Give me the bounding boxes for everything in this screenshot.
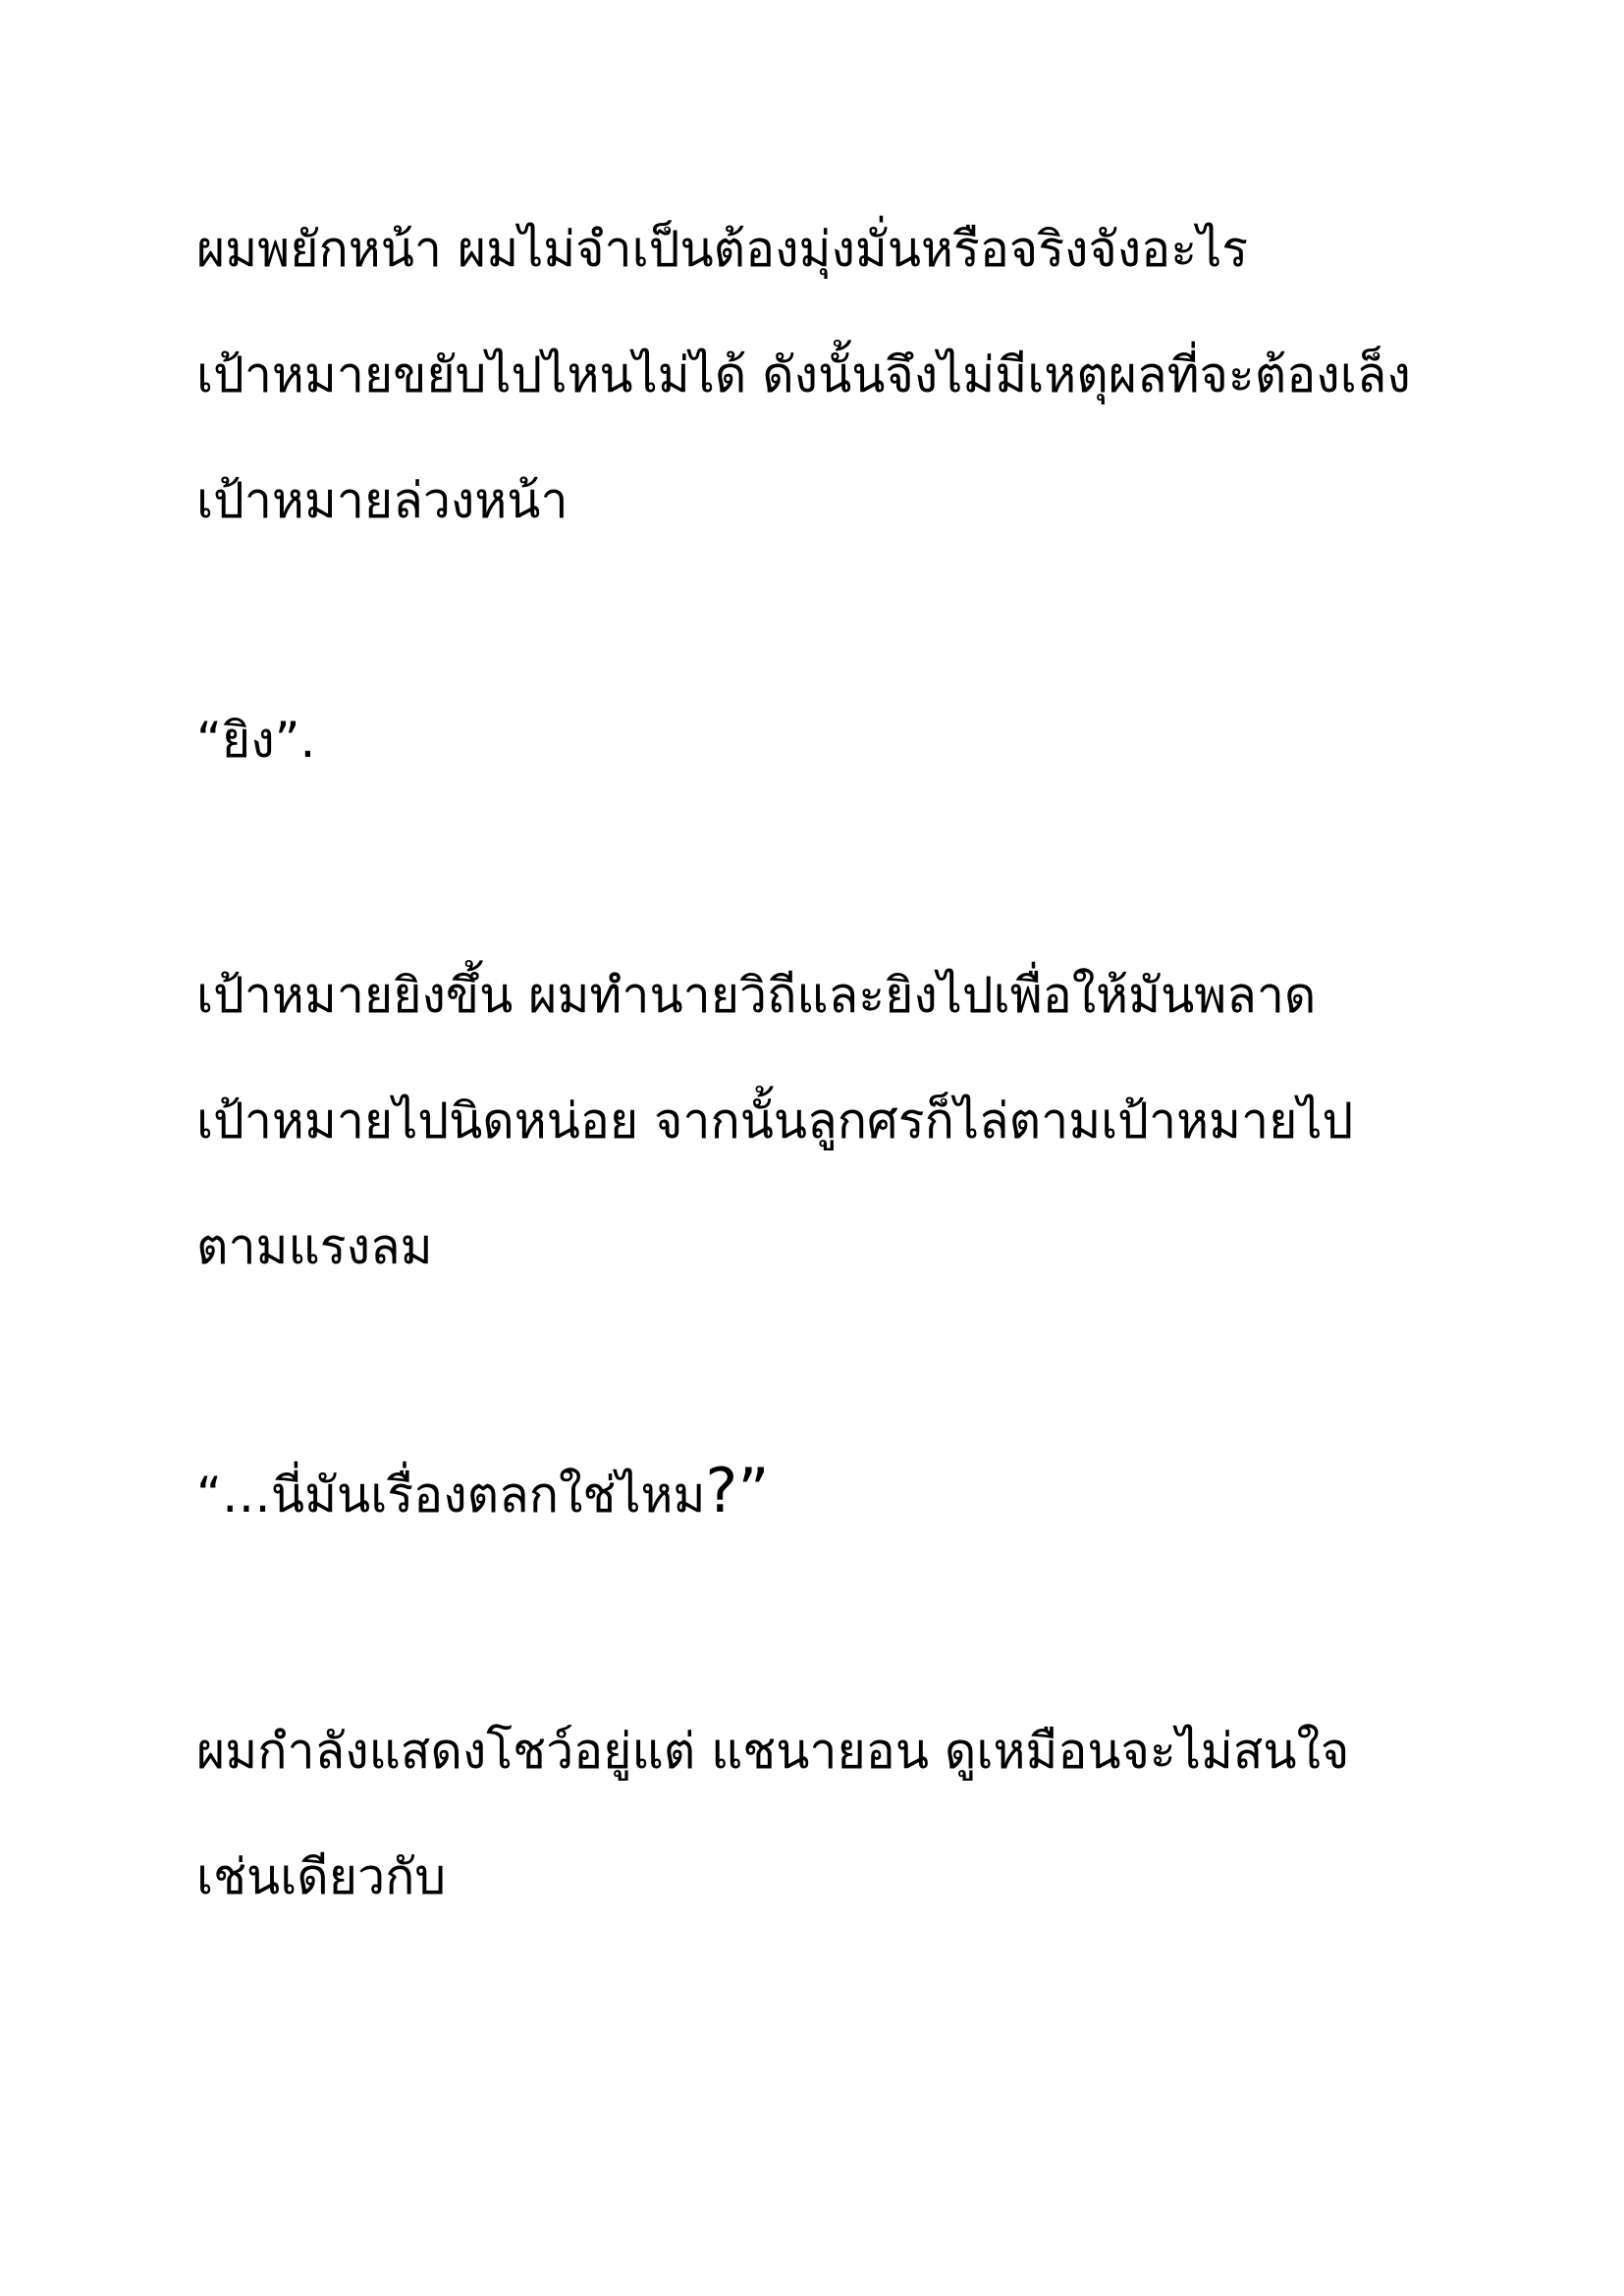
text-line: เป้าหมายขยับไปไหนไม่ได้ ดังนั้นจึงไม่มีเหตุผลที่จะต้องเล็ง — [196, 347, 1411, 403]
paragraph-shoot-dialogue — [196, 677, 1473, 803]
text-line: ผมพยักหน้า ผมไม่จำเป็นต้องมุ่งมั่นหรือจริงจังอะไร — [196, 221, 1249, 278]
text-line: “ยิง”. — [196, 712, 316, 769]
paragraph-target-shot — [196, 933, 1473, 1309]
paragraph-joke-dialogue — [196, 1428, 1473, 1558]
text-line: ตามแรงลม — [196, 1218, 433, 1275]
dialogue-text: “…นี่มันเรื่องตลกใช่ไหม — [196, 1467, 706, 1523]
text-line: ผมกำลังแสดงโชว์อยู่แต่ แชนายอน ดูเหมือนจะไม่สนใจ — [196, 1723, 1350, 1780]
text-line: เป้าหมายล่วงหน้า — [196, 472, 568, 529]
text-line: เช่นเดียวกับ — [196, 1848, 447, 1905]
paragraph-show — [196, 1688, 1473, 1940]
text-line: เป้าหมายไปนิดหน่อย จากนั้นลูกศรก็ไล่ตามเป้าหมายไป — [196, 1093, 1354, 1149]
text-line — [196, 1428, 1473, 1558]
dialogue-emphasis: ?” — [705, 1455, 770, 1526]
paragraph-nod — [196, 187, 1473, 563]
text-line: เป้าหมายยิงขึ้น ผมทำนายวิถีและยิงไปเพื่อให้มันพลาด — [196, 967, 1317, 1024]
